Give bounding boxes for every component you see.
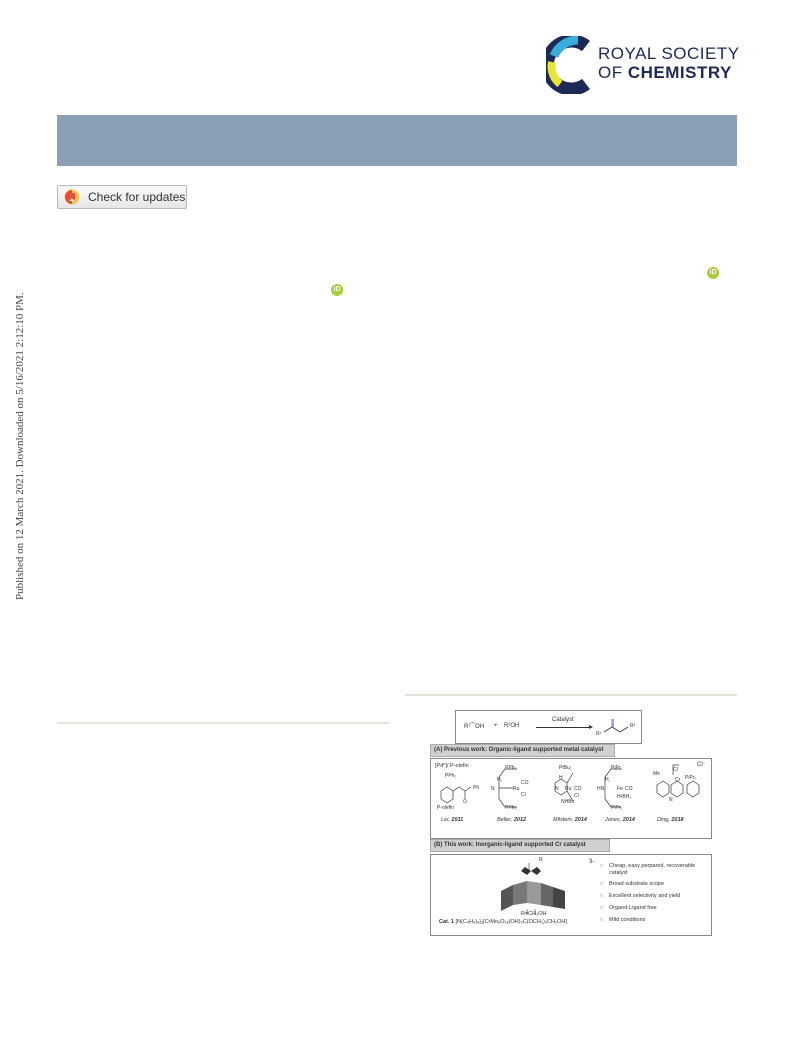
reaction-arrow — [536, 727, 591, 728]
fe-h: H, — [605, 777, 610, 783]
ru2-cl: Cl — [574, 793, 579, 799]
graphical-abstract-figure — [430, 707, 716, 937]
ru2-nhbn: NHBn — [561, 799, 575, 805]
ru-cl-label: Cl — [521, 792, 526, 798]
fe-metal: Fe — [617, 786, 623, 792]
fe-hbh3: H•BH₃ — [617, 794, 632, 800]
header-banner — [57, 115, 737, 166]
section-divider-left — [57, 722, 389, 724]
cr-me: Me — [653, 771, 660, 777]
ru2-co: CO — [574, 786, 582, 792]
author-ding: Ding, 2018 — [657, 817, 684, 823]
pph2-label: PPh₂ — [445, 773, 457, 779]
section-divider-right — [405, 694, 737, 696]
cr-pipr2: PiPr₂ — [685, 775, 697, 781]
plus-sign: + — [494, 723, 498, 729]
anderson-polyoxometalate-cluster — [491, 861, 581, 917]
logo-line-1: ROYAL SOCIETY — [598, 44, 740, 63]
ru-h-label: H, — [497, 777, 502, 783]
cluster-r-label: R — [539, 857, 543, 863]
ru2-ptbu2: PtBu₂ — [559, 765, 572, 771]
logo-line-2 — [598, 63, 740, 82]
ru-pph2-bottom: PPh₂ — [505, 805, 517, 811]
section-b-label: (B) This work: Inorganic-ligand supported Cr catalyst — [430, 839, 610, 852]
ru2-metal: Ru — [565, 786, 572, 792]
fe-co: CO — [625, 786, 633, 792]
feature-item: ○ Mild conditions — [609, 917, 645, 924]
section-a-label: (A) Previous work: Organic-ligand supported metal catalyst — [430, 744, 615, 757]
o-label: O — [463, 799, 467, 805]
fe-pipr2-top: PiPr₂ — [611, 765, 623, 771]
ru2-h: H — [559, 775, 563, 781]
logo-line-2-prefix: OF — [598, 63, 628, 82]
catalyst-label: Catalyst — [552, 717, 574, 723]
author-milstein: Milstein, 2014 — [553, 817, 587, 823]
reactant-1: R¹⁀OH — [464, 724, 485, 730]
ru-pph2-top: PPh₂ — [505, 765, 517, 771]
bookmark-check-icon — [64, 189, 80, 205]
author-lei: Lei, 2011 — [441, 817, 464, 823]
reaction-scheme — [455, 710, 642, 744]
feature-item: ○ Organd-Ligand free — [609, 905, 657, 912]
orcid-icon[interactable]: iD — [707, 267, 719, 279]
catalyst-formula: Cat. 1 [N(C₄H₉)₄]₃[CrMo₆O₁₈(OH)₃C(OCH₂)₃CH₂OH] — [439, 919, 567, 925]
check-for-updates-button[interactable] — [57, 185, 187, 209]
ru-co-label: CO — [521, 780, 529, 786]
fe-pipr2-bottom: PiPr₂ — [611, 805, 623, 811]
pd-label: [Pd⁰]/ P-olefin — [435, 763, 469, 769]
cr-counterion: Cl⁻ — [697, 762, 706, 768]
ph-label: Ph — [473, 785, 480, 791]
feature-item: ○ Broad substrate scope — [609, 881, 664, 888]
logo-line-2-bold: CHEMISTRY — [627, 63, 732, 82]
feature-item: ○ Cheap, easy perpared, recoverable catalyst — [609, 863, 699, 877]
publication-date-sidebar: Published on 12 March 2021. Downloaded on 5/16/2021 2:12:10 PM. — [14, 292, 26, 600]
cr-metal: Cr — [675, 777, 681, 783]
this-work-panel — [430, 854, 712, 936]
orcid-icon[interactable]: iD — [331, 284, 343, 296]
fe-hn: HN — [597, 786, 605, 792]
feature-item: ○ Excellent selectivity and yield — [609, 893, 680, 900]
p-olefin-label: P-olefin — [437, 805, 454, 811]
previous-work-panel — [430, 758, 712, 839]
cr-n: N — [669, 797, 673, 803]
cluster-charge: 3- — [589, 859, 595, 865]
rsc-logo[interactable] — [546, 36, 742, 94]
ru-n-label: N — [491, 786, 495, 792]
check-for-updates-label: Check for updates — [88, 190, 186, 204]
author-jones: Jones, 2014 — [605, 817, 635, 823]
cluster-r-definition: R=CH₂OH — [521, 911, 547, 917]
ru2-n: N — [555, 786, 559, 792]
cr-cl: Cl — [673, 767, 678, 773]
ru-metal-label: Ru — [513, 786, 520, 792]
product-r2: R² — [630, 723, 636, 729]
rsc-logo-mark-icon — [546, 36, 598, 94]
reactant-2: R²OH — [504, 723, 520, 729]
author-beller: Beller, 2012 — [497, 817, 527, 823]
rsc-logo-text — [598, 44, 740, 82]
product-r1: R¹ — [596, 731, 602, 737]
